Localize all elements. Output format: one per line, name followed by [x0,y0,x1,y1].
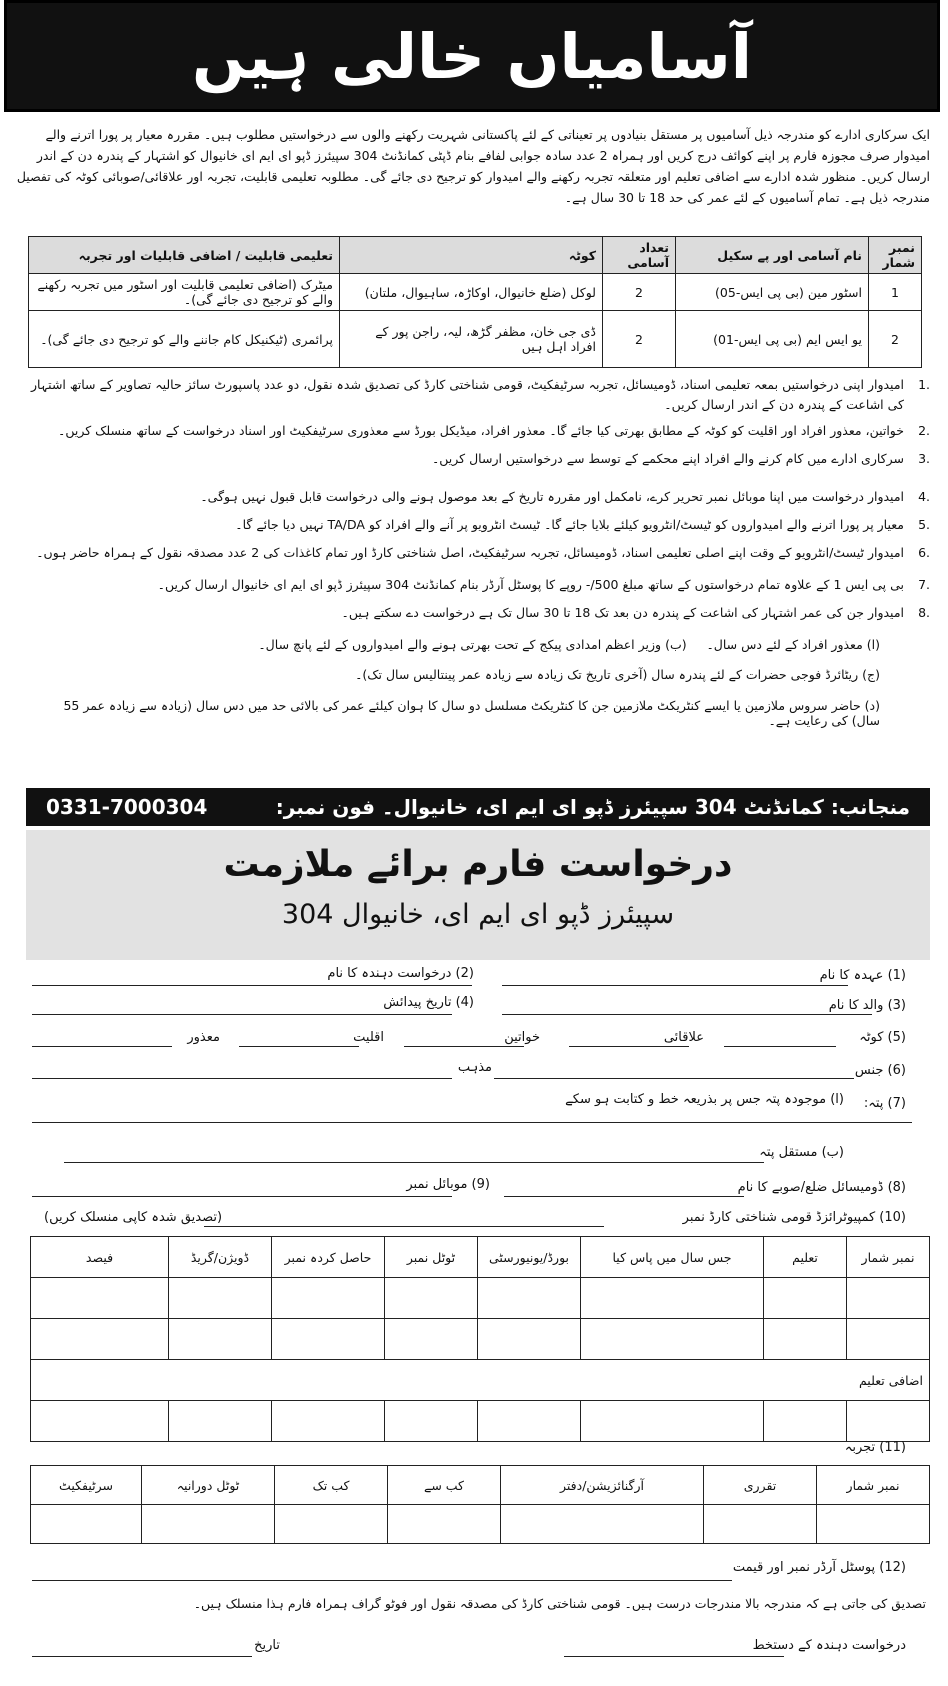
col: ٹوٹل دورانیہ [142,1466,275,1505]
item-number: .3 [918,451,930,466]
advertisement-page [4,0,940,1682]
age-relax-d [40,698,880,728]
cell: 2 [603,311,676,368]
col: تعلیم [764,1237,847,1278]
col-serial: نمبر شمار [869,237,922,274]
form-header [26,830,930,960]
mark: (ا) [866,637,880,652]
table-row[interactable] [31,1401,930,1442]
field-label-cnic: (10) کمپیوٹرائزڈ قومی شناختی کارڈ نمبر [682,1210,906,1225]
item-number: .8 [918,605,930,620]
col: فیصد [31,1237,169,1278]
col: جس سال میں پاس کیا [581,1237,764,1278]
mobile-input[interactable] [32,1196,452,1197]
education-table [30,1236,930,1442]
address-text: منجانب: کمانڈنٹ 304 سپیئرز ڈپو ای ایم ای، خانیوال۔ فون نمبر: [275,795,910,819]
field-label-signature: درخواست دہندہ کے دستخط [752,1638,906,1653]
list-item [16,543,930,563]
field-label-experience: (11) تجربہ [844,1440,906,1455]
mark: (د) [864,698,880,713]
text: حاضر سروس ملازمین یا ایسے کنٹریکٹ ملازمین جن کا کنٹریکٹ مسلسل دو سال کا ہوان کیلئے عمر کی بالائی حد میں دس سال (زیادہ سے زیادہ عمر 55 سال) کی رعایت ہے۔ [63,698,880,728]
field-label-date: تاریخ [254,1638,280,1653]
father-name-input[interactable] [502,1014,872,1015]
item-text: سرکاری ادارے میں کام کرنے والے افراد اپنے محکمے کے توسط سے درخواستیں ارسال کریں۔ [431,451,904,466]
cell: میٹرک (اضافی تعلیمی قابلیت اور اسٹور میں تجربہ رکھنے والے کو ترجیح دی جائے گی)۔ [29,274,340,311]
item-text: امیدوار اپنی درخواستیں بمعہ تعلیمی اسناد، ڈومیسائل، تجربہ سرٹیفکیٹ، قومی شناختی کارڈ کی تصدیق شدہ نقول، دو عدد پاسپورٹ سائز حالیہ تصاویر کے ساتھ اشتہار کی اشاعت کے پندرہ دن کے اندر ارسال کریں۔ [31,377,904,412]
table-header-row [29,237,922,274]
cell: ڈی جی خان، مظفر گڑھ، لیہ، راجن پور کے افراد اہل ہیں [340,311,603,368]
item-text: امیدوار جن کی عمر اشتہار کی اشاعت کے پندرہ دن بعد تک 18 تا 30 سال تک ہے درخواست دے سکتے ہیں۔ [341,605,904,620]
item-text: امیدوار درخواست میں اپنا موبائل نمبر تحریر کرے، نامکمل اور مقررہ تاریخ کے بعد موصول ہونے والی درخواست قابل قبول نہیں ہوگی۔ [200,489,904,504]
list-item [16,421,930,441]
list-item [16,375,930,415]
field-label-gender: (6) جنس [854,1063,906,1078]
col: سرٹیفکیٹ [31,1466,142,1505]
item-number: .7 [918,577,930,592]
field-label-religion: مذہب [457,1060,492,1075]
item-number: .5 [918,517,930,532]
col-quota: کوٹہ [340,237,603,274]
col: کب تک [275,1466,388,1505]
cnic-input[interactable] [204,1226,604,1227]
item-number: .6 [918,545,930,560]
domicile-input[interactable] [504,1196,744,1197]
field-label-applicant-name: (2) درخواست دہندہ کا نام [327,966,474,981]
field-label-mobile: (9) موبائل نمبر [406,1177,490,1192]
table-row[interactable] [31,1505,930,1544]
table-row[interactable] [31,1319,930,1360]
cell: 1 [869,274,922,311]
text: ریٹائرڈ فوجی حضرات کے لئے پندرہ سال (آخری تاریخ تک زیادہ سے زیادہ عمر پینتالیس سال تک)۔ [355,667,859,682]
experience-table [30,1465,930,1544]
quota-regional-input[interactable] [569,1046,689,1047]
quota-disabled-input[interactable] [32,1046,172,1047]
extra-education-label: اضافی تعلیم [31,1360,930,1401]
phone-number: 0331-7000304 [46,795,208,819]
field-label-father-name: (3) والد کا نام [828,998,906,1013]
table-row [29,274,922,311]
mark: (ب) [665,637,687,652]
col-count: تعداد آسامی [603,237,676,274]
item-text: بی پی ایس 1 کے علاوہ تمام درخواستوں کے ساتھ مبلغ 500/- روپے کا پوسٹل آرڈر بنام کمانڈنٹ 304 سپیئرز ڈپو ای ایم ای خانیوال ارسال کریں۔ [157,577,904,592]
text: معذور افراد کے لئے دس سال۔ [706,637,863,652]
quota-women: خواتین [504,1030,540,1045]
cell: لوکل (ضلع خانیوال، اوکاڑہ، ساہیوال، ملتان) [340,274,603,311]
list-item [16,603,930,623]
col: کب سے [388,1466,501,1505]
religion-input[interactable] [32,1078,452,1079]
date-input[interactable] [32,1656,252,1657]
quota-minority: اقلیت [353,1030,384,1045]
mark: (ج) [862,667,880,682]
col: نمبر شمار [817,1466,930,1505]
col-qualification: تعلیمی قابلیت / اضافی قابلیات اور تجربہ [29,237,340,274]
table-header-row [31,1237,930,1278]
applicant-name-input[interactable] [32,985,472,986]
col-post: نام آسامی اور پے سکیل [676,237,869,274]
signature-input[interactable] [564,1656,784,1657]
item-number: .4 [918,489,930,504]
extra-education-row [31,1360,930,1401]
age-relax-c [80,667,880,682]
address-bar [26,788,930,826]
cell: یو ایس ایم (بی پی ایس-01) [676,311,869,368]
current-address-input[interactable] [32,1122,912,1123]
item-text: خواتین، معذور افراد اور اقلیت کو کوٹہ کے مطابق بھرتی کیا جائے گا۔ معذور افراد، میڈیکل بورڈ سے معذوری سرٹیفکیٹ اور اسناد درخواست کے ساتھ منسلک کریں۔ [58,423,904,438]
field-label-permanent-address: (ب) مستقل پتہ [759,1145,844,1160]
dob-input[interactable] [32,1014,452,1015]
item-text: امیدوار ٹیسٹ/انٹرویو کے وقت اپنے اصلی تعلیمی اسناد، ڈومیسائل، تجربہ سرٹیفکیٹ، اصل شناختی کارڈ اور تمام کاغذات کی 2 عدد مصدقہ نقول کے ہمراہ حاضر ہوں۔ [36,545,904,560]
col: حاصل کردہ نمبر [272,1237,385,1278]
item-number: .2 [918,423,930,438]
col: ڈویژن/گریڈ [169,1237,272,1278]
gender-input[interactable] [494,1078,854,1079]
field-label-postal-order: (12) پوسٹل آرڈر نمبر اور قیمت [732,1560,906,1575]
text: وزیر اعظم امدادی پیکج کے تحت بھرتی ہونے والے امیدواروں کے لئے پانچ سال۔ [258,637,662,652]
quota-disabled: معذور [187,1030,220,1045]
field-label-post: (1) عہدہ کا نام [819,968,906,983]
quota-input[interactable] [724,1046,836,1047]
cell: 2 [603,274,676,311]
field-label-domicile: (8) ڈومیسائل ضلع/صوبے کا نام [737,1180,906,1195]
list-item [16,449,930,469]
postal-order-input[interactable] [32,1580,732,1581]
quota-regional: علاقائی [663,1030,704,1045]
field-label-current-address: (ا) موجودہ پتہ جس پر بذریعہ خط و کتابت ہو سکے [565,1092,844,1107]
vacancies-table [28,236,922,368]
form-title: درخواست فارم برائے ملازمت [223,844,733,885]
col: بورڈ/یونیورسٹی [478,1237,581,1278]
item-text: معیار پر پورا اترنے والے امیدواروں کو ٹیسٹ/انٹرویو کیلئے بلایا جائے گا۔ ٹیسٹ انٹرویو پر آنے والے افراد کو TA/DA نہیں دیا جائے گا۔ [235,517,904,532]
cell: اسٹور مین (بی پی ایس-05) [676,274,869,311]
declaration-text: تصدیق کی جاتی ہے کہ مندرجہ بالا مندرجات درست ہیں۔ قومی شناختی کارڈ کی مصدقہ نقول اور فوٹو گراف ہمراہ فارم ہذا منسلک ہیں۔ [193,1596,926,1611]
col: نمبر شمار [847,1237,930,1278]
intro-paragraph: ایک سرکاری ادارے کو مندرجہ ذیل آسامیوں پر مستقل بنیادوں پر تعیناتی کے لئے پاکستانی شہریت رکھنے والوں سے درخواستیں مطلوب ہیں۔ مقررہ معیار پر پورا اترنے والے امیدوار صرف مجوزہ فارم پر اپنے کوائف درج کریں اور ہمراہ 2 عدد سادہ جوابی لفافے بنام ڈپٹی کمانڈنٹ 304 سپیئرز ڈپو ای ایم ای خانیوال کو اشتہار کے پندرہ دن کے اندر ارسال کریں۔ منظور شدہ ادارے سے اضافی تعلیم اور متعلقہ تجربہ رکھنے والے امیدوار کو ترجیح دی جائے گی۔ مطلوبہ تعلیمی قابلیت، تجربہ اور علاقائی/صوبائی کوٹہ کی تفصیل مندرجہ ذیل ہے۔ تمام آسامیوں کے لئے عمر کی حد 18 تا 30 سال ہے۔ [16,127,930,205]
quota-minority-input[interactable] [239,1046,359,1047]
table-row [29,311,922,368]
permanent-address-input[interactable] [64,1162,764,1163]
field-label-address: (7) پتہ: [863,1096,906,1111]
item-number: .1 [918,377,930,392]
cell: پرائمری (ٹیکنیکل کام جاننے والے کو ترجیح دی جائے گی)۔ [29,311,340,368]
quota-women-input[interactable] [404,1046,524,1047]
field-label-dob: (4) تاریخ پیدائش [383,995,474,1010]
age-relax-a [80,637,880,652]
col: آرگنائزیشن/دفتر [501,1466,704,1505]
list-item [16,487,930,507]
field-label-quota: (5) کوٹہ [859,1030,906,1045]
form-subtitle: 304 سپیئرز ڈپو ای ایم ای، خانیوال [281,899,675,930]
list-item [16,515,930,535]
table-row[interactable] [31,1278,930,1319]
post-input[interactable] [502,985,848,986]
cnic-note: (تصدیق شدہ کاپی منسلک کریں) [44,1210,223,1225]
col: ٹوٹل نمبر [385,1237,478,1278]
cell: 2 [869,311,922,368]
table-header-row [31,1466,930,1505]
list-item [16,575,930,595]
vacancies-banner: آسامیاں خالی ہیں [4,0,940,112]
col: تقرری [704,1466,817,1505]
